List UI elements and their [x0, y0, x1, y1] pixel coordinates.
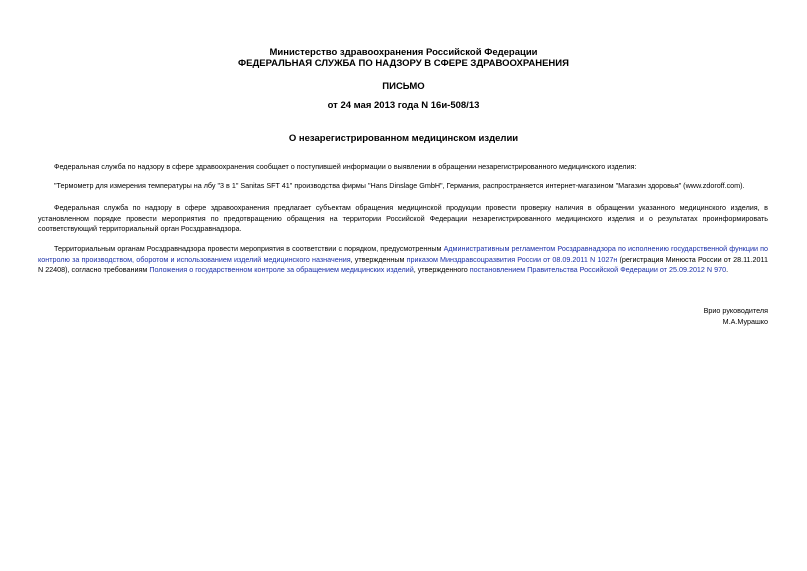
ministry-title: Министерство здравоохранения Российской Федерации — [269, 47, 538, 58]
paragraph-4-text-1: Территориальным органам Росздравнадзора провести мероприятия в соответствии с порядком, предусмотренным — [54, 244, 444, 253]
paragraph-3: Федеральная служба по надзору в сфере здравоохранения предлагает субъектам обращения медицинской продукции провести проверку наличия в обращении указанного медицинского изделия, в установленном порядке провести мероприятия по предотвращению обращения на территории Российской Федерации незарегистрированного медицинского изделия и о результатах проинформировать соответствующий территориальный орган Росздравнадзора. — [38, 203, 768, 233]
paragraph-4-text-3: (регистрация Минюста России от 28.11.2011 N 22408), согласно требованиям — [38, 254, 769, 274]
paragraph-4 — [38, 244, 768, 276]
signatory-name: М.А.Мурашко — [722, 317, 768, 326]
control-regulation-link[interactable]: Положения о государственном контроле за обращением медицинских изделий — [149, 265, 414, 274]
government-decree-link[interactable]: постановлением Правительства Российской Федерации от 25.09.2012 N 970 — [469, 265, 727, 274]
document-date-number: от 24 мая 2013 года N 16и-508/13 — [327, 100, 480, 111]
paragraph-4-text-2: , утвержденным — [350, 254, 407, 264]
paragraph-4-text-5: . — [726, 265, 729, 274]
admin-regulation-link[interactable]: Административным регламентом Росздравнадзора по исполнению государственной функции по контролю за производством, оборотом и использованием изделий медицинского назначения — [38, 244, 768, 264]
signatory-position: Врио руководителя — [703, 306, 768, 315]
service-title: ФЕДЕРАЛЬНАЯ СЛУЖБА ПО НАДЗОРУ В СФЕРЕ ЗДРАВООХРАНЕНИЯ — [238, 58, 569, 69]
paragraph-4-text-4: , утвержденного — [413, 265, 470, 274]
paragraph-2: "Термометр для измерения температуры на лбу "3 в 1" Sanitas SFT 41" производства фирмы "Hans Dinslage GmbH", Германия, распространяется интернет-магазином "Магазин здоровья" (www.zdoroff.com). — [54, 181, 745, 190]
ministry-order-link[interactable]: приказом Минздравсоцразвития России от 08.09.2011 N 1027н — [406, 254, 618, 264]
paragraph-1: Федеральная служба по надзору в сфере здравоохранения сообщает о поступившей информации о выявлении в обращении незарегистрированного медицинского изделия: — [54, 162, 637, 171]
document-type: ПИСЬМО — [382, 81, 425, 92]
document-subject: О незарегистрированном медицинском изделии — [288, 133, 519, 144]
